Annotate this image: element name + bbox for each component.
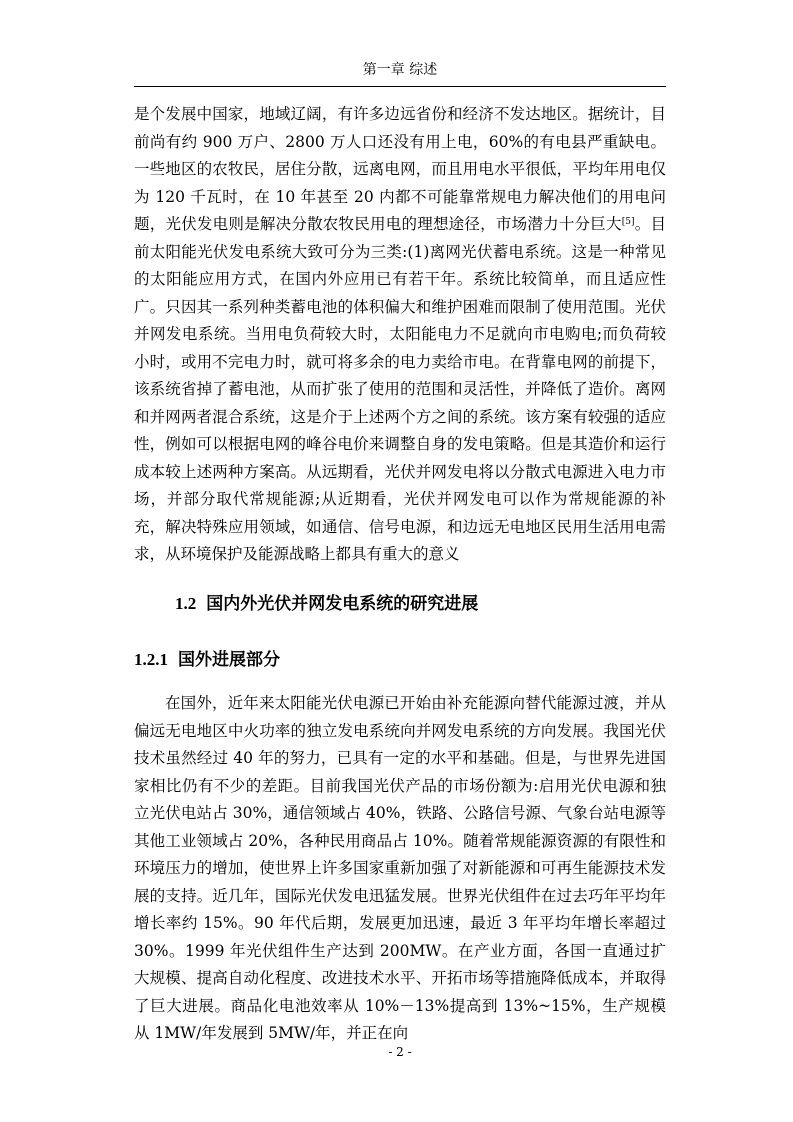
paragraph-1-text-b: 。目前太阳能光伏发电系统大致可分为三类:(1)离网光伏蓄电系统。这是一种常见的太阳能应用方式，在国内外应用已有若干年。系统比较简单，而且适应性广。只因其一系列种类蓄电池的体积偏大和维护困难而限制了使用范围。光伏并网发电系统。当用电负荷较大时，太阳能电力不足就向市电购电;而负荷较小时，或用不完电力时，就可将多余的电力卖给市电。在背靠电网的前提下，该系统省掉了蓄电池，从而扩张了使用的范围和灵活性，并降低了造价。离网和并网两者混合系统，这是介于上述两个方之间的系统。该方案有较强的适应性，例如可以根据电网的峰谷电价来调整自身的发电策略。但是其造价和运行成本较上述两种方案高。从远期看，光伏并网发电将以分散式电源进入电力市场，并部分取代常规能源;从近期看，光伏并网发电可以作为常规能源的补充，解决特殊应用领域，如通信、信号电源，和边远无电地区民用生活用电需求，从环境保护及能源战略上都具有重大的意义 xyxy=(134,215,666,563)
running-header: 第一章 综述 xyxy=(362,62,438,78)
subsection-title: 国外进展部分 xyxy=(178,650,280,670)
body-paragraph-1 xyxy=(134,101,666,569)
page-number: - 2 - xyxy=(388,1045,412,1059)
section-heading xyxy=(175,590,478,618)
header-divider xyxy=(134,86,666,87)
paragraph-1-text-a: 是个发展中国家，地域辽阔，有许多边远省份和经济不发达地区。据统计，目前尚有约 900 万户、2800 万人口还没有用上电，60%的有电县严重缺电。一些地区的农牧民，居住分散，远离电网，而且用电水平很低，平均年用电仅为 120 千瓦时，在 10 年甚至 20 内都不可能靠常规电力解决他们的用电问题，光伏发电则是解决分散农牧民用电的理想途径，市场潜力十分巨大 xyxy=(134,105,666,233)
section-title: 国内外光伏并网发电系统的研究进展 xyxy=(206,594,479,614)
citation-reference: [5] xyxy=(621,217,635,227)
subsection-heading xyxy=(134,646,280,674)
body-paragraph-2: 在国外，近年来太阳能光伏电源已开始由补充能源向替代能源过渡，并从偏远无电地区中火功率的独立发电系统向并网发电系统的方向发展。我国光伏技术虽然经过 40 年的努力，已具有一定的水平和基础。但是，与世界先进国家相比仍有不少的差距。目前我国光伏产品的市场份额为:启用光伏电源和独立光伏电站占 30%，通信领域占 40%，铁路、公路信号源、气象台站电源等其他工业领域占 20%，各种民用商品占 10%。随着常规能源资源的有限性和环境压力的增加，使世界上许多国家重新加强了对新能源和可再生能源技术发展的支持。近几年，国际光伏发电迅猛发展。世界光伏组件在过去巧年平均年增长率约 15%。90 年代后期，发展更加迅速，最近 3 年平均年增长率超过 30%。1999 年光伏组件生产达到 200MW。在产业方面，各国一直通过扩大规模、提高自动化程度、改进技术水平、开拓市场等措施降低成本，并取得了巨大进展。商品化电池效率从 10%－13%提高到 13%~15%，生产规模从 1MW/年发展到 5MW/年，并正在向 xyxy=(134,694,666,1042)
subsection-number: 1.2.1 xyxy=(134,650,168,669)
section-number: 1.2 xyxy=(175,594,197,613)
